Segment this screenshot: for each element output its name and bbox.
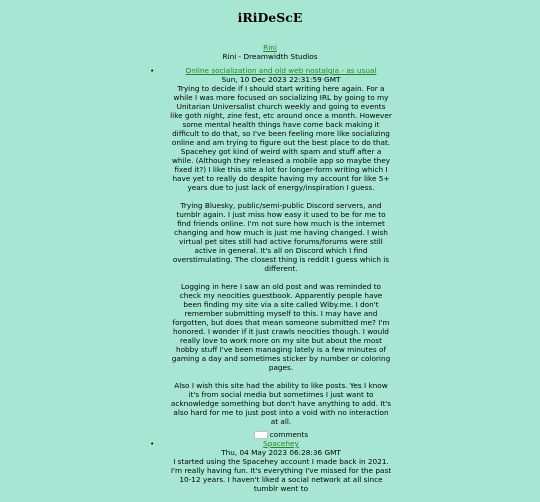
comment-count-badge [254,431,268,439]
entry-date: Thu, 04 May 2023 06:28:36 GMT [221,448,341,457]
author-block [0,43,540,61]
entry-paragraph: Trying Bluesky, public/semi-public Discord servers, and tumblr again. I just miss how easy it used to be for me to find friends online. I'm not sure how much is the internet changing and how much is just me having changed. I wish virtual pet sites still had active forums/forums were still active in general. It's all on Discord which I find overstimulating. The closest thing is reddit I guess which is different. [172,201,390,273]
entry-paragraph: Trying to decide if I should start writing here again. For a while I was more focused on socializing IRL by going to my Unitarian Universalist church weekly and going to events like goth night, zine fest, etc around once a month. However some mental health things have come back making it difficult to do that, so I've been feeling more like socializing online and am trying to figure out the best place to do that. Spacehey got kind of weird with spam and stuff after a while. (Although they released a mobile app so maybe they fixed it?) I like this site a lot for longer-form writing which I have yet to really do despite having my account for like 5+ years due to just lack of energy/inspiration I guess. [170,84,392,192]
entry-date: Sun, 10 Dec 2023 22:31:59 GMT [221,75,341,84]
comments-link[interactable]: comments [269,430,309,439]
site-title: iRiDeScE [237,10,303,25]
entry-paragraph: I started using the Spacehey account I made back in 2021. I'm really having fun. It's everything I've missed for the past 10-12 years. I haven't liked a social network at all since tumblr went to [170,457,392,493]
entry-paragraph: Logging in here I saw an old post and was reminded to check my neocities guestbook. Apparently people have been finding my site via a site called Wiby.me. I don't remember submitting myself to this. I may have and forgotten, but does that mean someone submitted me? I'm honored. I wonder if it just crawls neocities though. I would really love to work more on my site but about the most hobby stuff I've been managing lately is a few minutes of gaming a day and sometimes sticker by number or coloring pages. [171,282,391,372]
bullet-icon: • [150,439,155,448]
entry-title-link[interactable]: Spacehey [263,439,299,448]
entry-list [150,66,390,502]
entry-title-link[interactable]: Online socialization and old web nostalgia - as usual [185,66,377,75]
author-link[interactable]: Rini [263,43,277,52]
bullet-icon: • [150,66,155,75]
author-description: Rini - Dreamwidth Studios [222,52,318,61]
entry-paragraph: Also I wish this site had the ability to like posts. Yes I know it's from social media but sometimes I just want to acknowledge something but don't have anything to add. It's also hard for me to just post into a void with no interaction at all. [170,381,392,426]
entry [150,439,390,493]
entry [150,66,390,439]
